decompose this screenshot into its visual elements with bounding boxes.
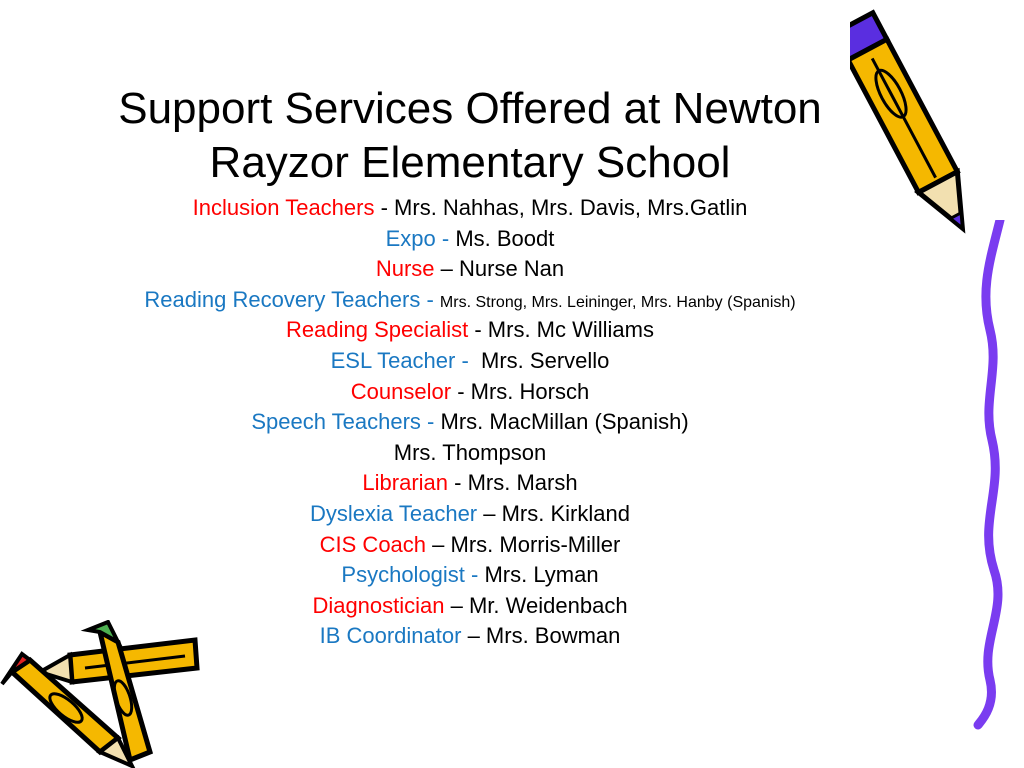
separator: – bbox=[444, 592, 469, 618]
squiggle-decoration bbox=[960, 220, 1024, 730]
role-label: Reading Recovery Teachers bbox=[144, 286, 421, 312]
role-label: Librarian bbox=[362, 470, 449, 496]
staff-line bbox=[0, 193, 940, 224]
staff-names: Mrs. Mc Williams bbox=[487, 317, 654, 343]
staff-line bbox=[0, 377, 940, 408]
crossed-pencils-icon bbox=[0, 620, 210, 768]
role-label: Counselor bbox=[350, 378, 452, 404]
pencil-icon bbox=[850, 0, 1010, 250]
separator: - bbox=[435, 225, 456, 251]
staff-names: Nurse Nan bbox=[459, 256, 565, 282]
staff-line bbox=[0, 530, 940, 561]
separator: – bbox=[434, 256, 459, 282]
role-label: IB Coordinator bbox=[319, 623, 462, 649]
separator: - bbox=[420, 409, 441, 435]
staff-names: Mrs. Strong, Mrs. Leininger, Mrs. Hanby (Spanish) bbox=[439, 293, 796, 311]
role-label: Dyslexia Teacher bbox=[310, 500, 478, 526]
staff-line bbox=[0, 315, 940, 346]
separator: – bbox=[477, 500, 502, 526]
role-label: Expo bbox=[385, 225, 436, 251]
title-line-1: Support Services Offered at Newton bbox=[118, 84, 822, 133]
page-title bbox=[40, 82, 900, 190]
staff-line bbox=[0, 285, 940, 316]
staff-line bbox=[0, 468, 940, 499]
role-label: Speech Teachers bbox=[251, 409, 421, 435]
separator: - bbox=[448, 470, 468, 496]
staff-names: Mrs. Marsh bbox=[467, 470, 578, 496]
staff-line bbox=[0, 407, 940, 438]
staff-list bbox=[0, 193, 940, 652]
separator: - bbox=[451, 378, 471, 404]
separator: - bbox=[468, 317, 488, 343]
staff-line bbox=[0, 224, 940, 255]
staff-line bbox=[0, 254, 940, 285]
separator: - bbox=[455, 347, 482, 373]
staff-line bbox=[0, 591, 940, 622]
staff-names: Mrs. MacMillan (Spanish) bbox=[440, 409, 689, 435]
staff-names: Mrs. Bowman bbox=[485, 623, 621, 649]
role-label: CIS Coach bbox=[319, 531, 427, 557]
staff-names: Mrs. Servello bbox=[481, 347, 610, 373]
staff-names: Mrs. Morris-Miller bbox=[450, 531, 621, 557]
separator: - bbox=[420, 286, 440, 312]
staff-line bbox=[0, 346, 940, 377]
staff-names: Ms. Boodt bbox=[455, 225, 555, 251]
role-label: ESL Teacher bbox=[330, 347, 456, 373]
role-label: Reading Specialist bbox=[286, 317, 469, 343]
separator: – bbox=[461, 623, 486, 649]
separator: - bbox=[374, 195, 395, 220]
title-line-2: Rayzor Elementary School bbox=[209, 138, 731, 187]
staff-names: Mrs. Thompson bbox=[393, 439, 547, 465]
role-label: Diagnostician bbox=[312, 592, 445, 618]
role-label: Inclusion Teachers bbox=[192, 195, 375, 220]
separator: - bbox=[464, 562, 485, 588]
staff-line bbox=[0, 499, 940, 530]
staff-line bbox=[0, 560, 940, 591]
role-label: Nurse bbox=[375, 256, 435, 282]
separator: – bbox=[426, 531, 451, 557]
staff-names: Mrs. Nahhas, Mrs. Davis, Mrs.Gatlin bbox=[394, 195, 748, 220]
staff-names: Mrs. Lyman bbox=[484, 562, 599, 588]
staff-names: Mr. Weidenbach bbox=[468, 592, 628, 618]
staff-line bbox=[0, 438, 940, 469]
staff-names: Mrs. Horsch bbox=[470, 378, 590, 404]
staff-names: Mrs. Kirkland bbox=[501, 500, 630, 526]
role-label: Psychologist bbox=[341, 562, 465, 588]
